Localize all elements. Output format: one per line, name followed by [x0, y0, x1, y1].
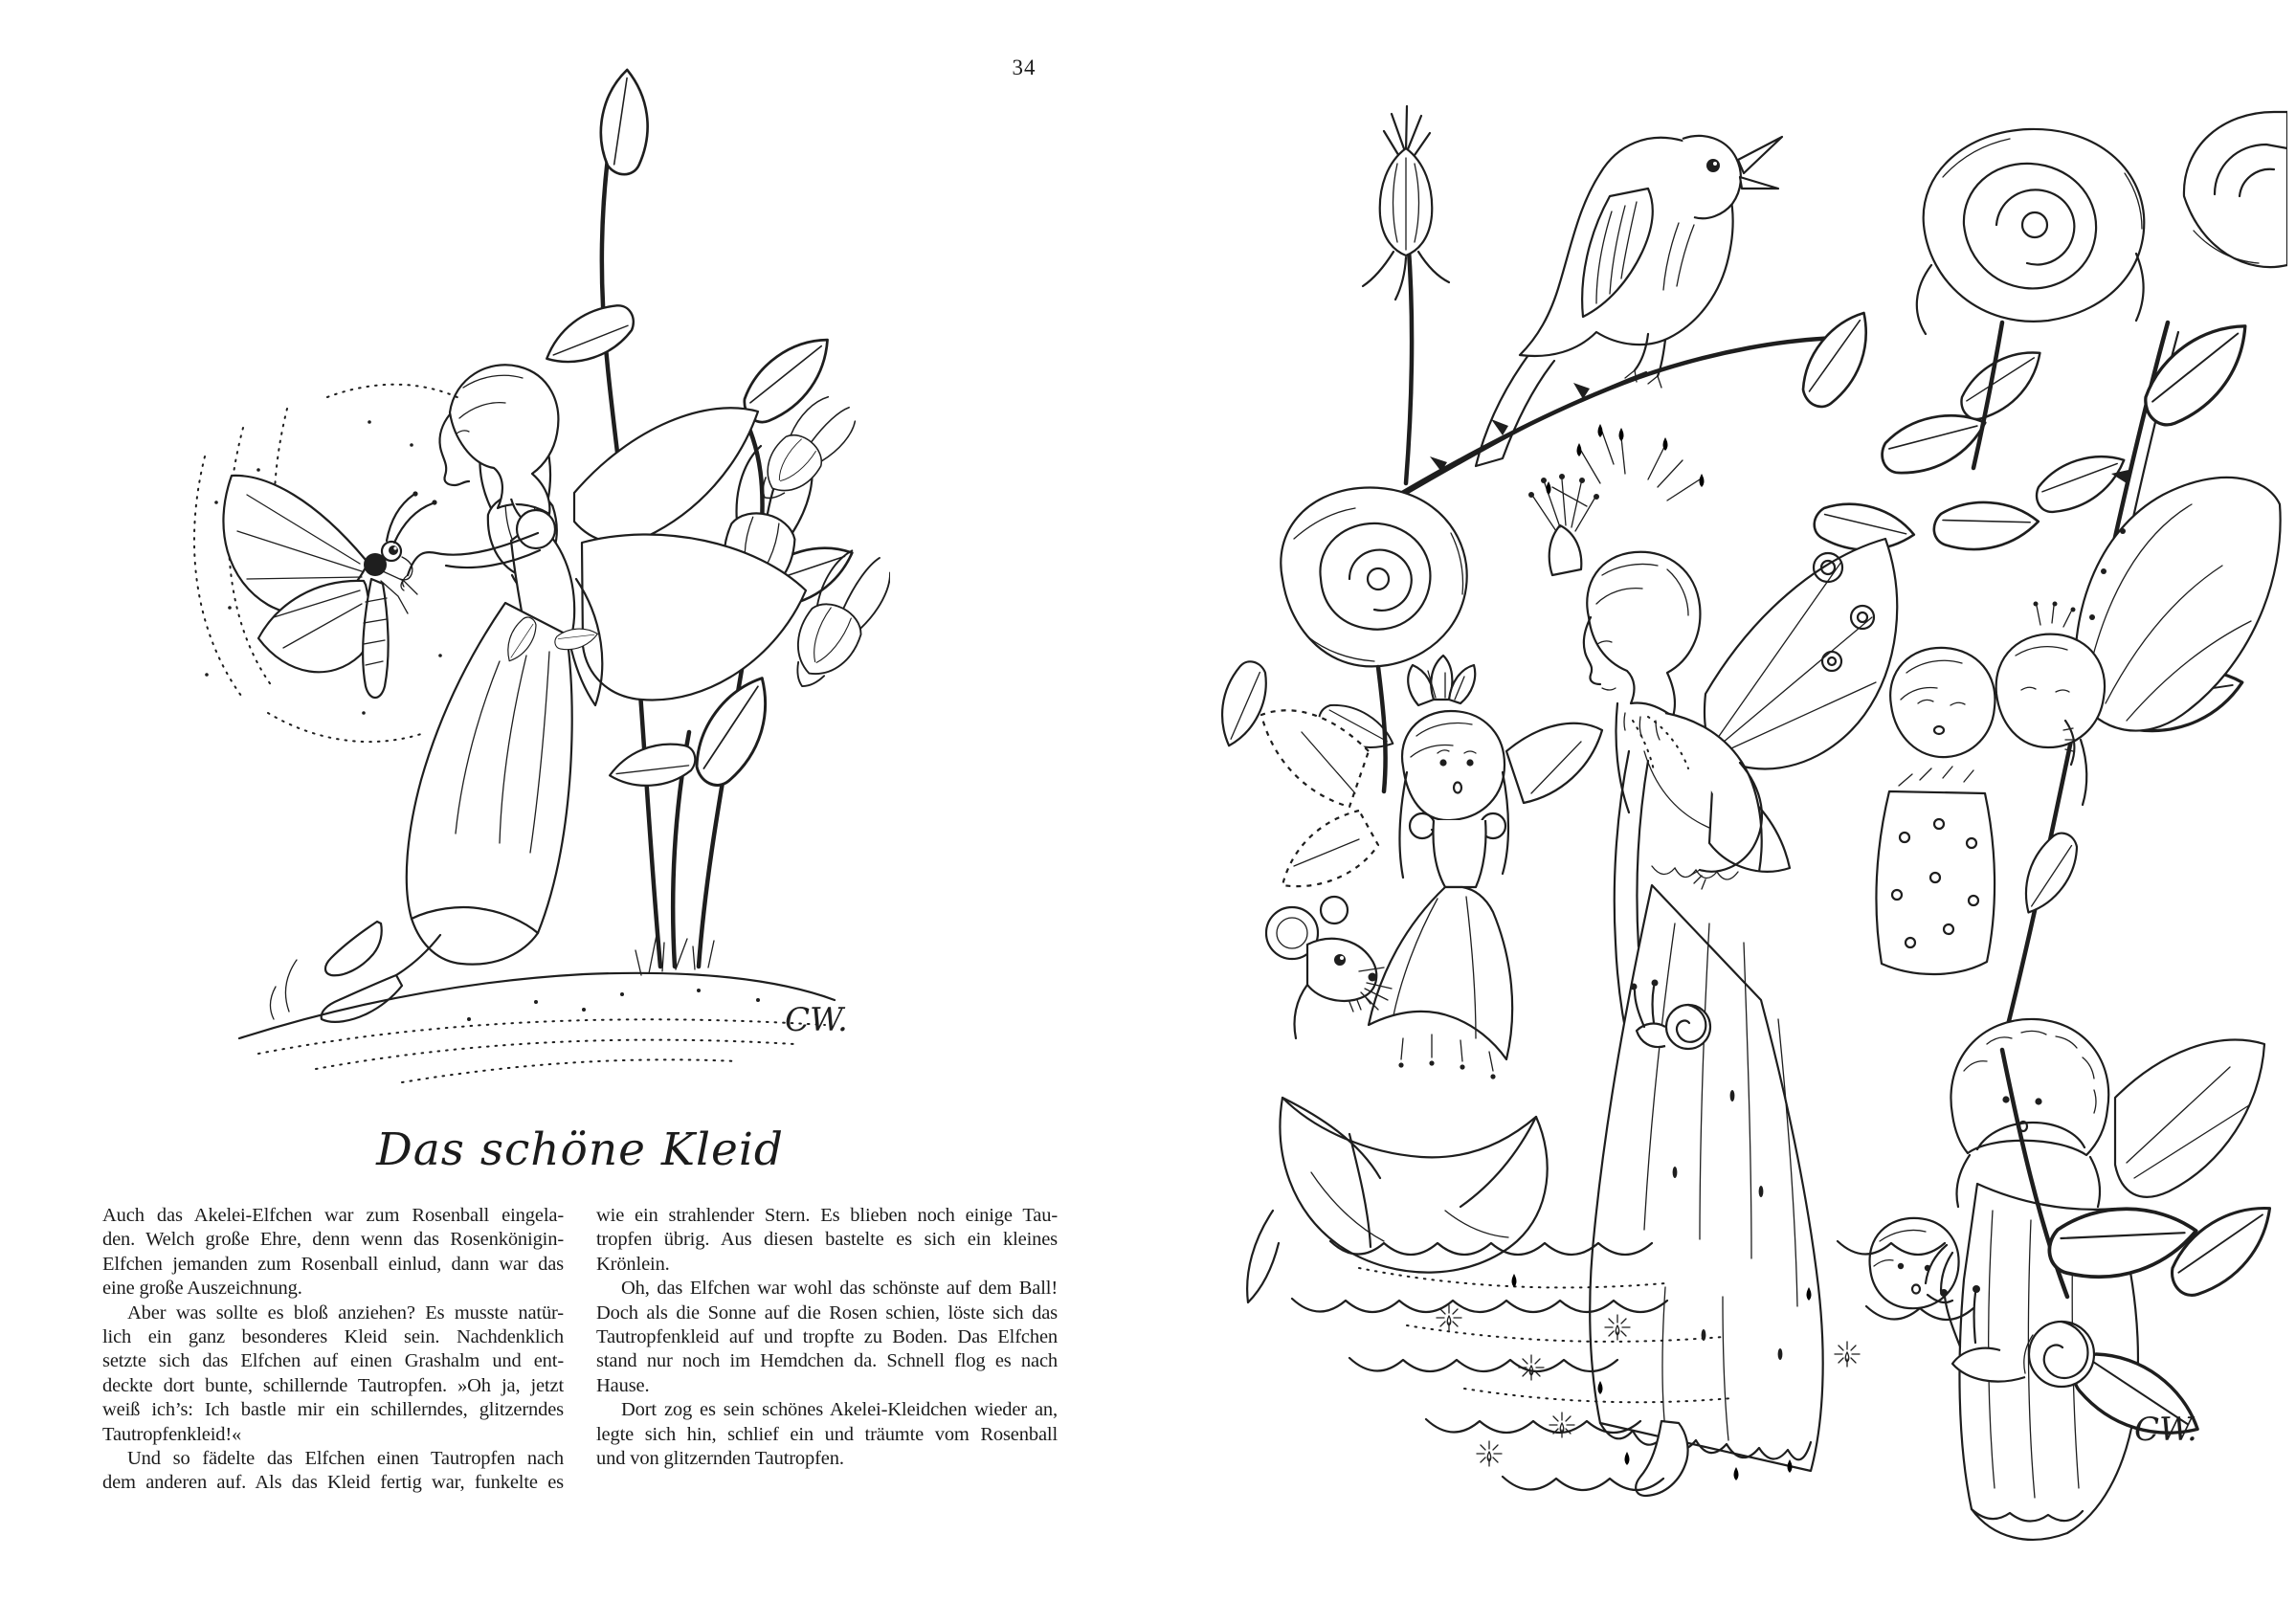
rose-top-corner: [2184, 112, 2287, 267]
text-line: tropfen übrig. Aus diesen bastelte es sich ein kleines: [596, 1229, 1058, 1251]
text-line: den. Welch große Ehre, denn wenn das Rosenkönigin-: [102, 1229, 564, 1251]
page-number: 34: [1012, 56, 1037, 79]
text-line: weiß ich’s: Ich bastle mir ein schillerndes, glitzerndes: [102, 1399, 564, 1421]
right-fairy-pair: [1876, 478, 2280, 974]
text-line: Doch als die Sonne auf die Rosen schien, löste sich das: [596, 1301, 1058, 1324]
text-line: deckte dort bunte, schillernde Tautropfen. »Oh ja, jetzt: [102, 1374, 564, 1396]
rose-leaves-cluster: [1783, 312, 2124, 583]
left-fairy: [1369, 656, 1512, 1079]
central-fairy: [1547, 424, 1823, 1496]
text-line: wie ein strahlender Stern. Es blieben noch einige Tau-: [596, 1205, 1058, 1226]
hair-flower: [1408, 656, 1475, 705]
fairy-butterfly-illustration: [124, 43, 890, 1096]
text-line: stand nur noch im Hemdchen da. Schnell flog es nach: [596, 1350, 1058, 1372]
text-line: Oh, das Elfchen war wohl das schönste auf dem Ball!: [621, 1278, 1058, 1300]
butterfly: [223, 476, 436, 698]
story-title: Das schöne Kleid: [376, 1123, 784, 1176]
rosenball-illustration: [1215, 81, 2287, 1555]
artist-signature: CW.: [2134, 1411, 2197, 1449]
story-column-1: [102, 1204, 564, 1496]
text-line: setzte sich das Elfchen auf einen Grashalm und ent-: [102, 1350, 564, 1372]
text-line: Dort zog es sein schönes Akelei-Kleidchen wieder an,: [621, 1399, 1058, 1421]
text-line: legte sich hin, schlief ein und träumte vom Rosenball: [596, 1423, 1058, 1445]
text-line: Auch das Akelei-Elfchen war zum Rosenball eingela-: [102, 1205, 564, 1226]
artist-signature: CW.: [785, 1001, 848, 1039]
story-column-2: [596, 1204, 1058, 1496]
text-line: lich ein ganz besonderes Kleid sein. Nachdenklich: [102, 1326, 564, 1348]
text-line: eine große Auszeichnung.: [102, 1278, 302, 1300]
text-line: Krönlein.: [596, 1253, 670, 1275]
text-line: Elfchen jemanden zum Rosenball einlud, dann war das: [102, 1253, 564, 1275]
story-text: [102, 1204, 1058, 1496]
stamen-flower: [1528, 474, 1599, 575]
songbird: [1476, 136, 1782, 466]
text-line: Tautropfenkleid auf und tropfte zu Boden. Das Elfchen: [596, 1326, 1058, 1348]
text-line: Und so fädelte das Elfchen einen Tautropfen nach: [127, 1448, 564, 1470]
text-line: dem anderen auf. Als das Kleid fertig war, funkelte es: [102, 1472, 564, 1494]
text-line: und von glitzernden Tautropfen.: [596, 1448, 844, 1470]
flower-platform: [1281, 1098, 1548, 1273]
text-line: Hause.: [596, 1374, 650, 1396]
fairy: [270, 365, 597, 1022]
rosebud-stalk: [1363, 106, 1449, 483]
text-line: Aber was sollte es bloß anziehen? Es musste natür-: [127, 1301, 564, 1324]
text-line: Tautropfenkleid!«: [102, 1423, 242, 1445]
